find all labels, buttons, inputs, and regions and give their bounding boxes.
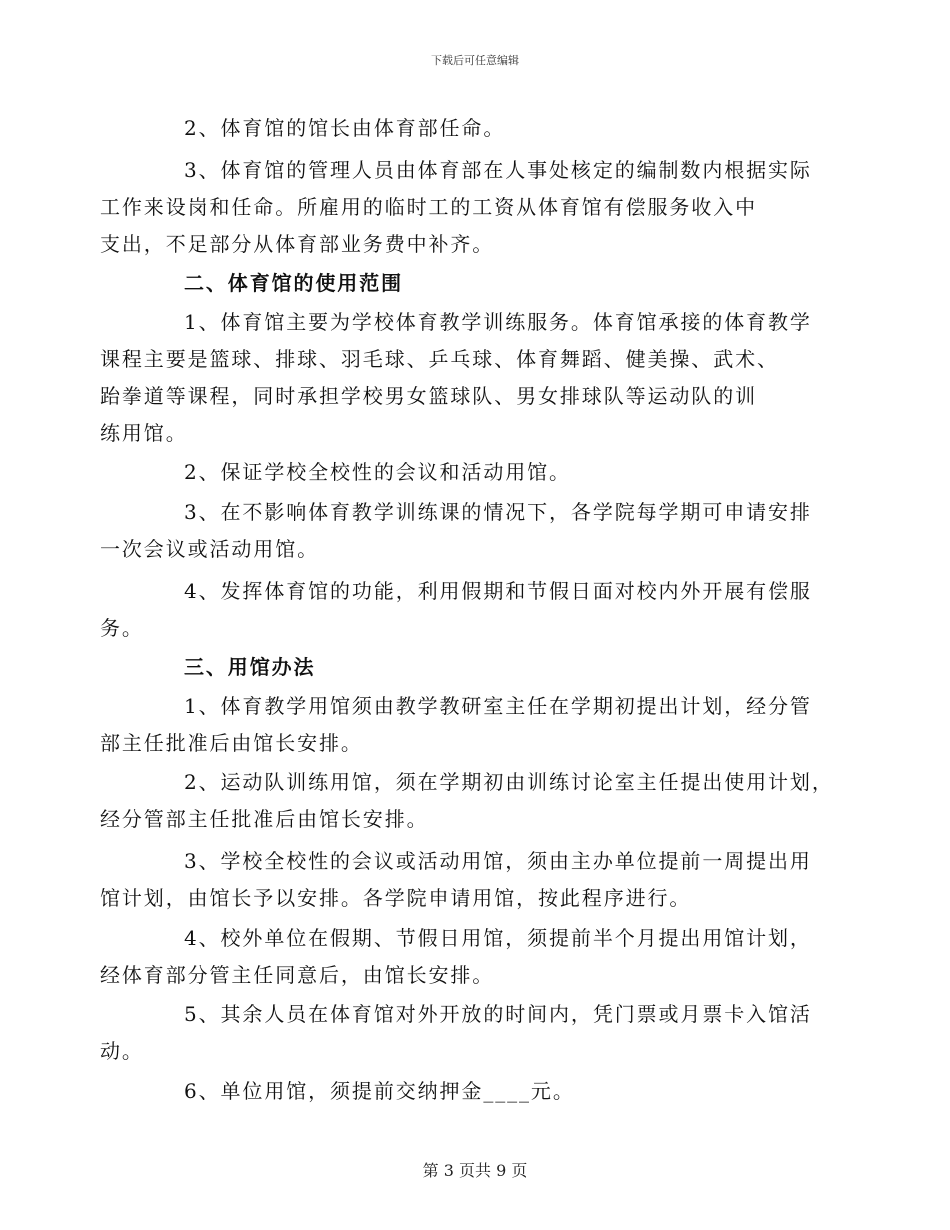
paragraph-line: 练用馆。 <box>100 421 188 445</box>
paragraph-line: 6、单位用馆，须提前交纳押金____元。 <box>184 1079 575 1103</box>
page-footer: 第 3 页共 9 页 <box>422 1161 528 1180</box>
paragraph-line: 4、发挥体育馆的功能，利用假期和节假日面对校内外开展有偿服 <box>184 579 812 603</box>
paragraph <box>100 494 812 568</box>
paragraph-line: 部主任批准后由馆长安排。 <box>100 731 363 755</box>
paragraph-line: 务。 <box>100 616 144 640</box>
paragraph-line: 1、体育馆主要为学校体育教学训练服务。体育馆承接的体育教学 <box>184 310 812 334</box>
paragraph-line: 经体育部分管主任同意后，由馆长安排。 <box>100 963 495 987</box>
paragraph-line: 支出，不足部分从体育部业务费中补齐。 <box>100 232 495 256</box>
paragraph <box>100 920 812 994</box>
paragraph-line: 二、体育馆的使用范围 <box>184 271 403 295</box>
paragraph-line: 5、其余人员在体育馆对外开放的时间内，凭门票或月票卡入馆活 <box>184 1002 812 1026</box>
paragraph <box>142 454 810 491</box>
section-heading <box>142 265 810 302</box>
paragraph-line: 2、体育馆的馆长由体育部任命。 <box>184 116 506 140</box>
paragraph-line: 课程主要是篮球、排球、羽毛球、乒乓球、体育舞蹈、健美操、武术、 <box>100 347 779 371</box>
paragraph-line: 2、运动队训练用馆，须在学期初由训练讨论室主任提出使用计划， <box>184 770 834 794</box>
paragraph-line: 3、体育馆的管理人员由体育部在人事处核定的编制数内根据实际 <box>184 158 812 182</box>
paragraph-line: 馆计划，由馆长予以安排。各学院申请用馆，按此程序进行。 <box>100 886 692 910</box>
paragraph <box>100 304 812 452</box>
paragraph <box>100 843 812 917</box>
paragraph-line: 经分管部主任批准后由馆长安排。 <box>100 807 429 831</box>
paragraph <box>100 573 812 647</box>
paragraph-line: 三、用馆办法 <box>184 655 316 679</box>
paragraph <box>142 110 810 147</box>
paragraph-line: 一次会议或活动用馆。 <box>100 537 319 561</box>
paragraph <box>100 688 812 762</box>
paragraph-line: 3、学校全校性的会议或活动用馆，须由主办单位提前一周提出用 <box>184 849 812 873</box>
document-body <box>100 110 834 1110</box>
paragraph-line: 工作来设岗和任命。所雇用的临时工的工资从体育馆有偿服务收入中 <box>100 195 757 219</box>
paragraph-line: 3、在不影响体育教学训练课的情况下，各学院每学期可申请安排 <box>184 500 812 524</box>
paragraph-line: 跆拳道等课程，同时承担学校男女篮球队、男女排球队等运动队的训 <box>100 384 757 408</box>
paragraph <box>100 764 834 838</box>
paragraph <box>100 996 812 1070</box>
paragraph-line: 4、校外单位在假期、节假日用馆，须提前半个月提出用馆计划， <box>184 926 812 950</box>
paragraph <box>142 1073 810 1110</box>
paragraph-line: 2、保证学校全校性的会议和活动用馆。 <box>184 460 571 484</box>
paragraph-line: 动。 <box>100 1039 144 1063</box>
paragraph <box>100 152 812 263</box>
paragraph-line: 1、体育教学用馆须由教学教研室主任在学期初提出计划，经分管 <box>184 694 812 718</box>
page-header: 下载后可任意编辑 <box>431 54 519 67</box>
section-heading <box>142 649 810 686</box>
